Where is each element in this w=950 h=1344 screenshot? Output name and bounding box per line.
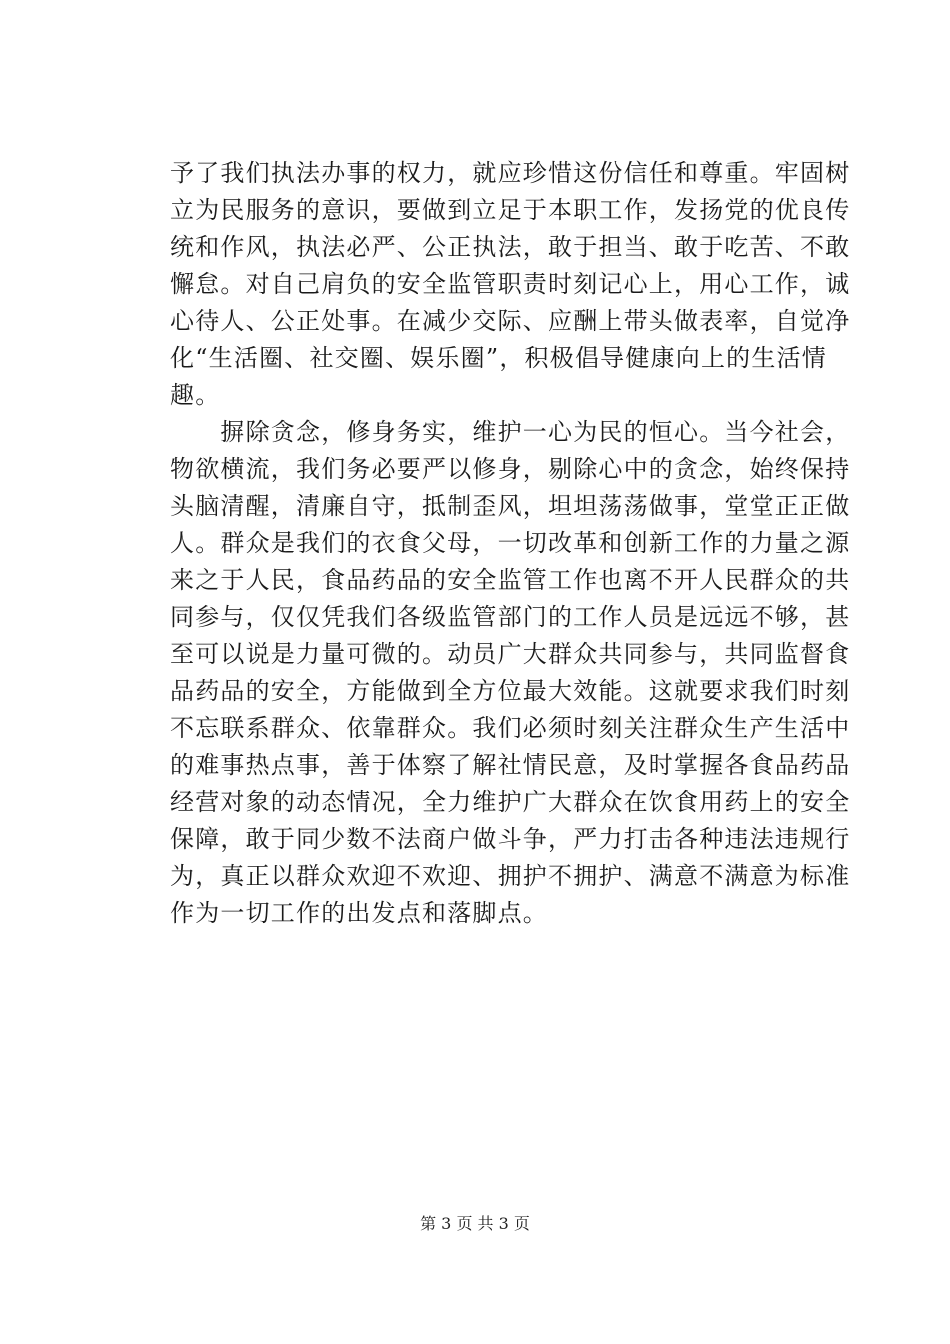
text-line: 品药品的安全，方能做到全方位最大效能。这就要求我们时刻 (170, 677, 851, 705)
text-line: 来之于人民，食品药品的安全监管工作也离不开人民群众的共 (170, 566, 851, 594)
text-line: 为，真正以群众欢迎不欢迎、拥护不拥护、满意不满意为标准 (170, 862, 851, 890)
text-line: 不忘联系群众、依靠群众。我们必须时刻关注群众生产生活中 (170, 714, 851, 742)
text-line: 心待人、公正处事。在减少交际、应酬上带头做表率，自觉净 (170, 307, 851, 335)
text-line: 立为民服务的意识，要做到立足于本职工作，发扬党的优良传 (170, 196, 851, 224)
text-line: 头脑清醒，清廉自守，抵制歪风，坦坦荡荡做事，堂堂正正做 (170, 492, 851, 520)
text-line: 统和作风，执法必严、公正执法，敢于担当、敢于吃苦、不敢 (170, 233, 851, 261)
body-text (170, 155, 851, 932)
text-line: 懈怠。对自己肩负的安全监管职责时刻记心上，用心工作，诚 (170, 270, 851, 298)
text-line: 至可以说是力量可微的。动员广大群众共同参与，共同监督食 (170, 640, 851, 668)
text-line: 同参与，仅仅凭我们各级监管部门的工作人员是远远不够，甚 (170, 603, 851, 631)
text-line: 摒除贪念，修身务实，维护一心为民的恒心。当今社会， (170, 418, 851, 446)
text-line: 经营对象的动态情况，全力维护广大群众在饮食用药上的安全 (170, 788, 851, 816)
text-line: 人。群众是我们的衣食父母，一切改革和创新工作的力量之源 (170, 529, 851, 557)
text-line: 的难事热点事，善于体察了解社情民意，及时掌握各食品药品 (170, 751, 851, 779)
text-line: 作为一切工作的出发点和落脚点。 (170, 899, 548, 927)
text-line: 保障，敢于同少数不法商户做斗争，严力打击各种违法违规行 (170, 825, 851, 853)
text-line: 化“生活圈、社交圈、娱乐圈”，积极倡导健康向上的生活情 (170, 344, 827, 372)
text-line: 予了我们执法办事的权力，就应珍惜这份信任和尊重。牢固树 (170, 159, 851, 187)
text-line: 趣。 (170, 381, 221, 409)
text-line: 物欲横流，我们务必要严以修身，剔除心中的贪念，始终保持 (170, 455, 851, 483)
page-number-footer: 第 3 页 共 3 页 (420, 1214, 530, 1233)
